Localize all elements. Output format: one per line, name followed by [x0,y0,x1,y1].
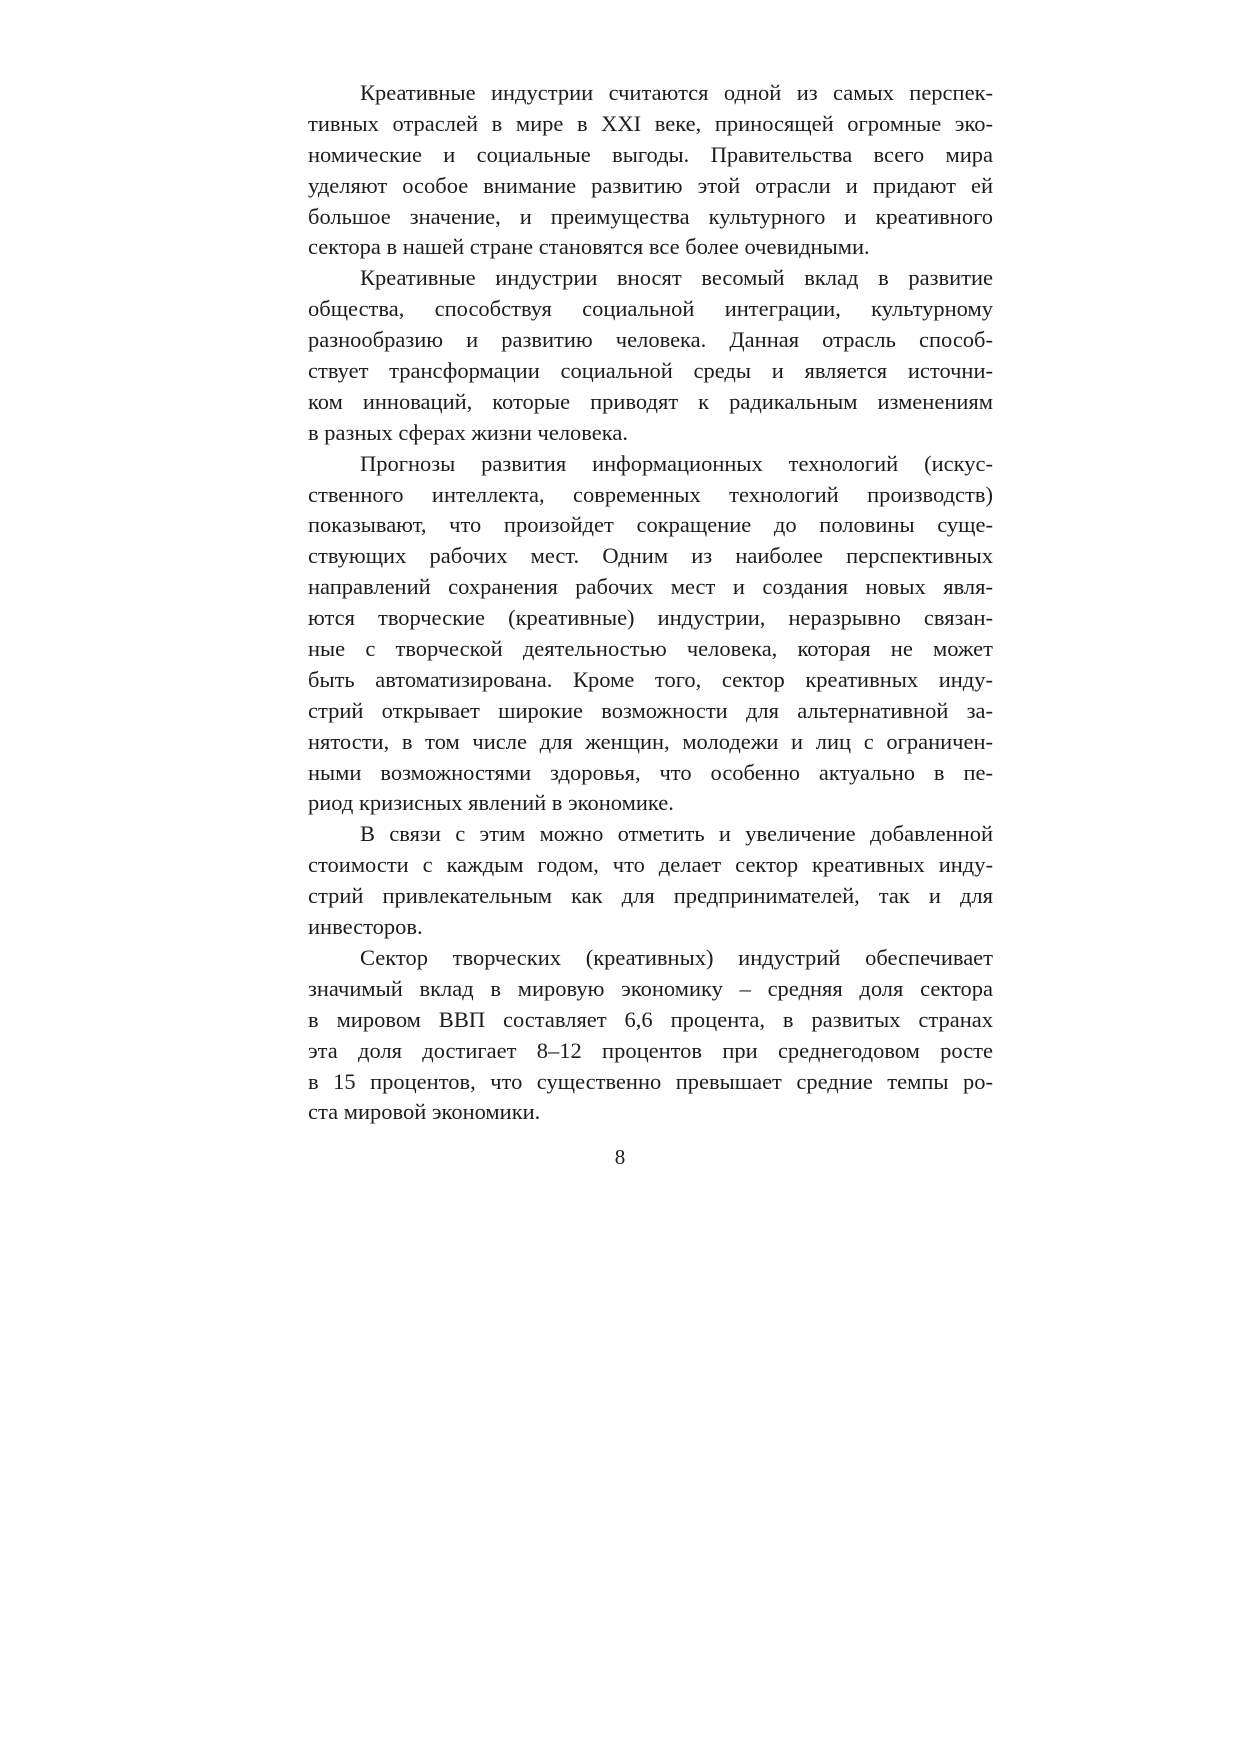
text-line: показывают, что произойдет сокращение до половины суще- [308,512,993,538]
text-line: эта доля достигает 8–12 процентов при среднегодовом росте [308,1037,993,1063]
text-line: Креативные индустрии считаются одной из самых перспек- [360,80,993,105]
text-line: тивных отраслей в мире в XXI веке, приносящей огромные эко- [308,110,993,136]
text-line: разнообразию и развитию человека. Данная отрасль способ- [308,327,993,353]
text-line: ственного интеллекта, современных технологий производств) [308,481,993,507]
text-line: большое значение, и преимущества культурного и креативного [308,203,993,229]
text-line: ются творческие (креативные) индустрии, неразрывно связан- [308,605,993,631]
text-line: стоимости с каждым годом, что делает сектор креативных инду- [308,852,993,878]
text-line: ста мировой экономики. [308,1099,541,1125]
text-line: ные с творческой деятельностью человека, которая не может [308,636,993,662]
text-line: номические и социальные выгоды. Правительства всего мира [308,141,993,167]
text-line: уделяют особое внимание развитию этой отрасли и придают ей [308,172,993,198]
text-line: Прогнозы развития информационных технологий (искус- [360,450,993,476]
text-line: ком инноваций, которые приводят к радикальным изменениям [308,388,993,414]
text-line: стрий привлекательным как для предпринимателей, так и для [308,883,993,909]
paragraph-5 [308,943,993,1128]
text-line: в мировом ВВП составляет 6,6 процента, в развитых странах [308,1006,993,1032]
paragraph-2 [308,263,993,448]
text-line: в 15 процентов, что существенно превышает средние темпы ро- [308,1068,993,1094]
text-line: Креативные индустрии вносят весомый вклад в развитие [360,265,993,291]
text-line: стрий открывает широкие возможности для альтернативной за- [308,697,993,723]
text-line: инвесторов. [308,914,423,940]
text-line: В связи с этим можно отметить и увеличение добавленной [360,821,993,847]
text-line: нятости, в том числе для женщин, молодежи и лиц с ограничен- [308,728,993,754]
text-line: ствующих рабочих мест. Одним из наиболее перспективных [308,543,993,569]
text-line: риод кризисных явлений в экономике. [308,790,674,816]
text-line: ными возможностями здоровья, что особенно актуально в пе- [308,759,993,785]
body-text [308,78,993,1128]
text-line: быть автоматизирована. Кроме того, сектор креативных инду- [308,666,993,692]
text-line: направлений сохранения рабочих мест и создания новых явля- [308,574,993,600]
text-line: значимый вклад в мировую экономику – средняя доля сектора [308,975,993,1001]
text-line: общества, способствуя социальной интеграции, культурному [308,296,993,322]
paragraph-4 [308,819,993,943]
text-line: в разных сферах жизни человека. [308,419,628,445]
text-line: Сектор творческих (креативных) индустрий обеспечивает [360,944,993,970]
text-line: сектора в нашей стране становятся все более очевидными. [308,234,870,260]
paragraph-1 [308,78,993,263]
paragraph-3 [308,449,993,820]
text-line: ствует трансформации социальной среды и является источни- [308,358,993,384]
page-number: 8 [614,1145,626,1169]
